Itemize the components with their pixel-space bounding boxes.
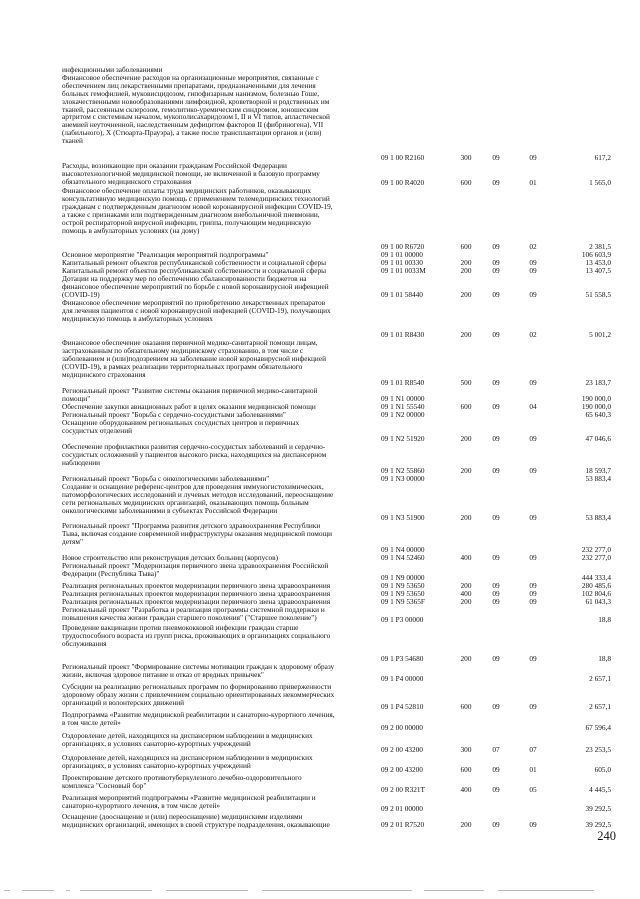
row-code: 09 1 P3 54680 [381,654,424,664]
row-name: Оздоровление детей, находящихся на диспансерном наблюдении в медицинских организациях, в условиях санаторно-курортных учреждений [62,731,313,748]
row-sum: 5 001,2 [589,330,611,340]
row-name: Новое строительство или реконструкция детских больниц (корпусов) [62,553,279,562]
row-name: Создание и оснащение референс-центров для проведения иммуногистохимических, патоморфологических исследований и лучевых методов исследований, переоснащение сети региональных медицинских организаций, оказывающих помощь больным онкологическими заболеваниями в субъектах Российской Федерации [62,482,334,515]
table-row [0,483,640,522]
row-expense-type: 200 [460,258,472,268]
row-code: 09 1 01 00330 [381,258,423,268]
row-subsection: 09 [529,466,537,476]
table-row [0,522,640,554]
row-sum: 106 603,9 [581,250,611,260]
row-subsection: 01 [529,178,537,188]
row-name: Региональный проект "Разработка и реализация программы системной поддержки и повышения качества жизни граждан старшего поколения" ("Старшее поколение") [62,605,325,622]
row-code: 09 1 01 R8430 [381,330,425,340]
row-expense-type: 600 [460,178,472,188]
row-name: Реализация мероприятий подпрограммы «Развитие медицинской реабилитации и санаторно-курортного лечения, в том числе детей» [62,793,316,810]
row-code: 09 1 01 0033М [381,266,426,276]
row-code: 09 1 N9 5365F [381,597,425,607]
table-row [0,299,640,339]
row-subsection: 04 [529,402,537,412]
row-subsection: 09 [529,434,537,444]
row-expense-type: 200 [460,654,472,664]
row-section: 09 [492,378,500,388]
row-code: 09 2 01 R7520 [381,820,425,830]
row-section: 09 [492,258,500,268]
row-name: Проектирование детского противотуберкулезного лечебно-оздоровительного комплекса "Сосновый бор" [62,773,302,790]
row-sum: 2 381,5 [589,242,611,252]
row-code: 09 1 N3 51900 [381,513,425,523]
row-code: 09 1 00 R6720 [381,242,425,252]
row-code: 09 1 01 58440 [381,290,423,300]
row-name: Оснащение (дооснащение и (или) переоснащение) медицинскими изделиями медицинских организаций, имеющих в своей структуре подразделения, оказывающие [62,812,330,829]
row-subsection: 09 [529,290,537,300]
row-subsection: 02 [529,242,537,252]
row-name: Дотации на поддержку мер по обеспечению сбалансированности бюджетов на финансовое обеспечение мероприятий по борьбе с новой коронавирусной инфекцией (COVID-19) [62,274,329,299]
table-row [0,663,640,683]
row-section: 09 [492,266,500,276]
table-row [0,711,640,732]
row-code: 09 1 P3 00000 [381,615,424,625]
row-expense-type: 300 [460,153,472,163]
row-expense-type: 200 [460,597,472,607]
row-subsection: 09 [529,589,537,599]
row-code: 09 1 P4 00000 [381,674,424,684]
row-sum: 280 485,6 [581,581,611,591]
row-section: 09 [492,553,500,563]
row-section: 09 [492,153,500,163]
row-sum: 232 277,0 [581,553,611,563]
row-sum: 2 657,1 [589,674,611,684]
scan-edge-line [0,890,640,893]
row-section: 09 [492,820,500,830]
row-expense-type: 200 [460,434,472,444]
table-row [0,339,640,387]
row-subsection: 09 [529,597,537,607]
row-code: 09 2 00 00000 [381,723,423,733]
row-name: инфекционными заболеваниями Финансовое обеспечение расходов на организационные мероприятия, связанные с обеспечением лиц лекарственными препаратами, предназначенными для лечения больных гемофилией, муковисцидозом, гипофизарным нанизмом, болезнью Гоше, злокачественными новообразованиями лимфоидной, кроветворной и родственных им тканей, рассеянным склерозом, гемолитико-уремическим синдромом, юношеским артритом с системным началом, мукополисахаридозом I, II и VI типов, апластической анемией неуточненной, наследственным дефицитом факторов II (фибриногена), VII (лабильного), X (Стюарта-Прауэра), а также после трансплантации органов и (или) тканей [62,65,330,146]
row-expense-type: 200 [460,266,472,276]
row-code: 09 2 00 43200 [381,745,423,755]
row-name: Реализация региональных проектов модернизации первичного звена здравоохранения [62,597,331,606]
row-name: Подпрограмма «Развитие медицинской реабилитации и санаторно-курортного лечения, в том числе детей» [62,710,335,727]
row-code: 09 1 N4 00000 [381,545,425,555]
row-code: 09 1 N2 51920 [381,434,425,444]
row-sum: 65 640,3 [585,410,611,420]
table-row [0,419,640,443]
row-name: Основное мероприятие "Реализация мероприятий подпрограммы" [62,250,269,259]
row-expense-type: 200 [460,581,472,591]
row-subsection: 09 [529,553,537,563]
row-name: Реализация региональных проектов модернизации первичного звена здравоохранения [62,581,331,590]
row-sum: 23 183,7 [585,378,611,388]
row-section: 09 [492,597,500,607]
row-code: 09 1 01 00000 [381,250,423,260]
row-section: 09 [492,330,500,340]
table-row [0,732,640,754]
row-code: 09 1 N1 55540 [381,402,425,412]
row-name: Расходы, возникающие при оказании гражданам Российской Федерации высокотехнологичной медицинской помощи, не включенной в базовую программу обязательного медицинского страхования [62,161,320,186]
row-expense-type: 600 [460,702,472,712]
row-sum: 617,2 [594,153,611,163]
row-sum: 53 883,4 [585,474,611,484]
row-sum: 2 657,1 [589,702,611,712]
row-sum: 39 292,5 [585,820,611,830]
row-sum: 190 000,0 [581,402,611,412]
row-code: 09 1 01 R8540 [381,378,425,388]
row-name: Региональный проект "Борьба с онкологическими заболеваниями" [62,474,270,483]
row-code: 09 1 N3 00000 [381,474,425,484]
row-name: Финансовое обеспечение оплаты труда медицинских работников, оказывающих консультативную медицинскую помощь с применением телемедицинских технологий гражданам с подтвержденным диагнозом новой коронавирусной инфекции COVID-19, а также с признаками или подтвержденным диагнозом внебольничной пневмонии, острой респираторной вирусной инфекции, гриппа, получающим медицинскую помощь в амбулаторных условиях (на дому) [62,186,333,235]
row-code: 09 2 01 00000 [381,804,423,814]
row-section: 09 [492,785,500,795]
row-subsection: 09 [529,378,537,388]
row-name: Капитальный ремонт объектов республиканской собственности и социальной сферы [62,258,327,267]
row-sum: 13 407,5 [585,266,611,276]
row-name: Региональный проект "Программа развития детского здравоохранения Республики Тыва, включая создание современной инфраструктуры оказания медицинской помощи детям" [62,521,333,546]
row-expense-type: 600 [460,242,472,252]
row-section: 09 [492,434,500,444]
row-name: Финансовое обеспечение оказания первичной медико-санитарной помощи лицам, застрахованным по обязательному медицинскому страхованию, в том числе с заболеванием и (или)подозрением на заболевание новой коронавирусной инфекцией (COVID-19), в рамках реализации территориальных программ обязательного медицинского страхования [62,338,326,379]
row-code: 09 1 N2 55860 [381,466,425,476]
row-name: Капитальный ремонт объектов республиканской собственности и социальной сферы [62,266,327,275]
row-code: 09 1 N4 52460 [381,553,425,563]
row-code: 09 1 N2 00000 [381,410,425,420]
row-expense-type: 500 [460,378,472,388]
row-section: 09 [492,402,500,412]
table-row [0,66,640,162]
row-name: Обеспечение профилактики развития сердечно-сосудистых заболеваний и сердечно- сосудистых осложнений у пациентов высокого риска, находящихся на диспансерном наблюдении [62,442,327,467]
row-subsection: 07 [529,745,537,755]
row-name: Субсидии на реализацию региональных программ по формированию приверженности здоровому образу жизни с привлечением социально ориентированных некоммерческих организаций и волонтерских движений [62,682,335,707]
row-code: 09 1 N9 53650 [381,581,425,591]
row-section: 09 [492,589,500,599]
row-sum: 67 596,4 [585,723,611,733]
row-section: 07 [492,745,500,755]
table-row [0,606,640,624]
table-row [0,275,640,299]
row-section: 09 [492,466,500,476]
row-section: 09 [492,178,500,188]
row-sum: 39 292,5 [585,804,611,814]
row-sum: 61 043,3 [585,597,611,607]
row-subsection: 02 [529,330,537,340]
row-expense-type: 200 [460,330,472,340]
row-expense-type: 200 [460,466,472,476]
row-sum: 4 445,5 [589,785,611,795]
row-section: 09 [492,242,500,252]
row-sum: 1 565,0 [589,178,611,188]
row-name: Региональный проект "Формирование системы мотивации граждан к здоровому образу жизни, включая здоровое питание и отказ от вредных привычек" [62,662,335,679]
row-expense-type: 200 [460,820,472,830]
table-row [0,794,640,813]
row-subsection: 01 [529,765,537,775]
row-sum: 190 000,0 [581,394,611,404]
row-expense-type: 400 [460,553,472,563]
row-sum: 102 804,6 [581,589,611,599]
row-code: 09 1 P4 52810 [381,702,424,712]
table-row [0,754,640,774]
table-row [0,562,640,582]
row-sum: 18,8 [598,654,611,664]
row-name: Реализация региональных проектов модернизации первичного звена здравоохранения [62,589,331,598]
table-row [0,813,640,829]
row-name: Оснащение оборудованием региональных сосудистых центров и первичных сосудистых отделений [62,418,300,435]
table-row [0,387,640,403]
table-row [0,774,640,794]
row-sum: 47 046,6 [585,434,611,444]
row-name: Оздоровление детей, находящихся на диспансерном наблюдении в медицинских организациях, в условиях санаторно-курортных учреждений [62,753,313,770]
row-name: Региональный проект "Модернизация первичного звена здравоохранения Российской Федерации (Республика Тыва)" [62,561,329,578]
row-expense-type: 200 [460,513,472,523]
row-name: Региональный проект "Развитие системы оказания первичной медико-санитарной помощи" [62,386,318,403]
table-row [0,187,640,251]
row-expense-type: 600 [460,402,472,412]
row-sum: 53 883,4 [585,513,611,523]
row-subsection: 09 [529,258,537,268]
row-section: 09 [492,581,500,591]
row-section: 09 [492,702,500,712]
row-subsection: 09 [529,654,537,664]
row-subsection: 09 [529,153,537,163]
row-code: 09 1 N1 00000 [381,394,425,404]
row-name: Региональный проект "Борьба с сердечно-сосудистыми заболеваниями" [62,410,286,419]
table-row [0,443,640,475]
row-sum: 51 558,5 [585,290,611,300]
row-section: 09 [492,513,500,523]
row-subsection: 09 [529,266,537,276]
row-expense-type: 200 [460,290,472,300]
row-code: 09 1 00 R4020 [381,178,425,188]
row-expense-type: 600 [460,765,472,775]
row-sum: 18,8 [598,615,611,625]
row-sum: 605,0 [594,765,611,775]
table-row [0,162,640,187]
row-code: 09 1 00 R2160 [381,153,425,163]
row-sum: 23 253,5 [585,745,611,755]
page-number: 240 [597,829,616,843]
table-row [0,683,640,711]
row-code: 09 2 00 43200 [381,765,423,775]
row-code: 09 1 N9 00000 [381,573,425,583]
row-subsection: 09 [529,820,537,830]
row-sum: 232 277,0 [581,545,611,555]
row-sum: 444 333,4 [581,573,611,583]
row-name: Финансовое обеспечение мероприятий по приобретению лекарственных препаратов для лечения пациентов с новой коронавирусной инфекцией (COVID-19), получающих медицинскую помощь в амбулаторных условиях [62,298,331,323]
row-subsection: 09 [529,702,537,712]
row-expense-type: 300 [460,745,472,755]
row-section: 09 [492,290,500,300]
row-sum: 18 593,7 [585,466,611,476]
row-code: 09 2 00 R321T [381,785,425,795]
row-expense-type: 400 [460,589,472,599]
row-code: 09 1 N9 53650 [381,589,425,599]
row-subsection: 05 [529,785,537,795]
row-subsection: 09 [529,513,537,523]
row-expense-type: 400 [460,785,472,795]
row-name: Обеспечение закупки авиационных работ в целях оказания медицинской помощи [62,402,316,411]
row-section: 09 [492,765,500,775]
table-row [0,624,640,663]
row-subsection: 09 [529,581,537,591]
row-sum: 13 453,0 [585,258,611,268]
row-section: 09 [492,654,500,664]
row-name: Проведение вакцинации против пневмококковой инфекции граждан старше трудоспособного возраста из групп риска, проживающих в организациях социального обслуживания [62,623,331,648]
